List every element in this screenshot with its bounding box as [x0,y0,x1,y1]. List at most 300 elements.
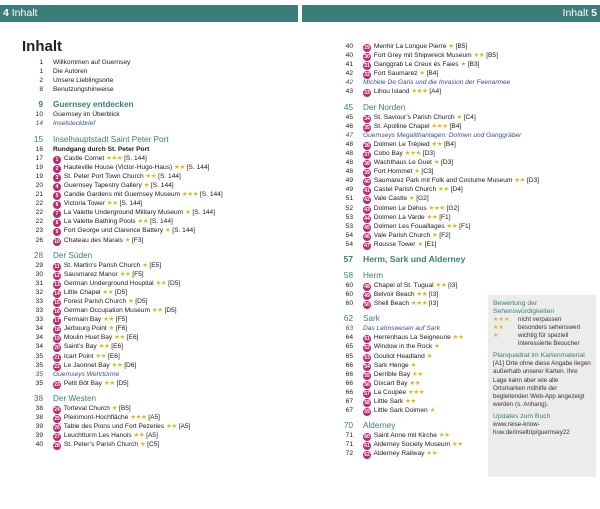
poi-number-badge: 47 [364,242,370,249]
rating-stars: ★★★ [411,88,428,96]
entry-label: Hauteville House (Victor-Hugo-Haus) [63,163,173,171]
entry-text [53,379,129,389]
page-number: 54 [345,240,353,248]
poi-number-badge: 43 [364,206,370,213]
toc-entry[interactable] [336,113,488,122]
page-number: 1 [39,59,43,66]
poi-number-badge: 39 [364,170,370,177]
entry-label: Window in the Rock [373,343,433,351]
entry-label: Candie Gardens mit Guernsey Museum [63,191,181,199]
toc-entry[interactable] [336,194,488,203]
toc-entry[interactable] [336,281,488,290]
toc-entry[interactable] [336,204,488,213]
poi-number-badge: 12 [54,272,60,279]
entry-label: Leuchtturm Les Hanois [63,432,132,440]
page-number: 16 [35,145,43,153]
toc-entry[interactable] [26,342,296,351]
page-number: 71 [345,432,353,440]
entry-label: Sark [363,314,380,324]
entry-label: Herm [363,270,384,280]
toc-entry[interactable] [336,140,488,149]
toc-entry[interactable] [26,261,296,270]
map-reference: [E6] [126,334,139,342]
rating-stars: ★★ [451,441,463,449]
map-reference: [F5] [115,316,128,324]
toc-entry[interactable] [336,290,488,299]
page-number: 54 [345,231,353,239]
toc-entry[interactable] [336,352,488,361]
toc-entry[interactable] [26,270,296,279]
rating-stars: ★★ [426,450,438,458]
entry-label: Icart Point [63,352,94,360]
map-reference: [S. 144] [158,172,181,180]
map-reference: [D6] [124,361,137,369]
rating-stars: ★ [142,261,148,269]
header-left-label: Inhalt [11,7,38,19]
entry-text [53,85,113,94]
poi-number-badge: 50 [364,302,370,309]
poi-number-badge: 18 [54,327,60,334]
toc-entry[interactable] [336,406,488,415]
section-heading[interactable] [336,270,488,281]
entry-label: St. Saviour’s Parish Church [373,113,455,121]
entry-label: St. Martin’s Parish Church [63,261,141,269]
legend-stars: ★ [493,332,499,340]
toc-entry[interactable] [26,145,296,154]
toc-entry[interactable] [26,208,296,217]
entry-label: Table des Pions und Fort Pezeries [63,423,165,431]
poi-number-badge: 19 [54,336,60,343]
toc-entry[interactable] [336,213,488,222]
page-number: 22 [35,200,43,208]
toc-entry[interactable] [336,240,488,249]
legend-item [493,316,591,324]
legend-text: nicht verpassen [518,316,562,323]
page-number: 40 [35,441,43,449]
toc-entry[interactable] [336,167,488,176]
toc-entry[interactable] [26,119,296,128]
entry-label: Guernsey Tapestry Gallery [63,181,142,189]
entry-label: St. Peter’s Parish Church [63,441,138,449]
entry-label: Victoria Tower [63,200,106,208]
toc-entry[interactable] [26,288,296,297]
poi-number-badge: 34 [364,115,370,122]
page-number: 40 [345,43,353,50]
map-reference: [S. 144] [186,163,210,171]
page-number: 51 [345,195,353,203]
toc-entry[interactable] [26,163,296,172]
rating-stars: ★★★ [407,388,425,396]
entry-label: St. Apolline Chapel [373,122,430,130]
rating-stars: ★★★ [130,414,147,421]
entry-label: Die Autoren [53,68,88,76]
rating-stars: ★★ [411,370,423,378]
entry-text [363,270,383,281]
entry-label: Dolmen Le Déhus [373,204,427,212]
page-number: 47 [345,131,353,139]
poi-number-badge: 27 [54,434,60,441]
rating-stars: ★★ [405,398,416,405]
page-number: 57 [343,253,353,264]
entry-text [363,131,521,140]
toc-entry[interactable] [336,69,488,78]
poi-number-badge: 2 [53,165,61,173]
entry-label: Chateau des Marais [63,236,123,244]
map-reference: [C3] [421,168,434,176]
poi-number-badge: 26 [54,425,60,432]
entry-label: La Valette Underground Military Museum [63,209,184,217]
rating-stars: ★★★ [181,191,199,199]
toc-entry[interactable] [336,388,488,397]
toc-entry[interactable] [336,42,488,51]
toc-entry[interactable] [336,379,488,388]
rating-stars: ★★ [426,213,438,221]
updates-url[interactable]: www.reise-know-how.de/inseltrip/guernsey22 [493,420,570,437]
rating-stars: ★ [143,181,150,189]
page-number: 35 [35,379,43,387]
rating-stars: ★★ [111,361,123,369]
toc-entry[interactable] [336,87,488,96]
poi-number-badge: 7 [53,210,61,218]
toc-entry[interactable] [26,440,296,449]
toc-entry[interactable] [26,422,296,431]
page-number: 60 [345,291,353,299]
map-reference: [F6] [115,325,128,333]
map-reference: [D4] [450,186,463,194]
updates-heading: Updates zum Buch [493,412,551,420]
toc-left-column [26,58,296,449]
rating-stars: ★ [139,441,146,449]
page-number: 10 [35,111,43,119]
entry-text [363,324,440,333]
poi-number-badge: 14 [54,290,60,297]
rating-stars: ★ [410,361,416,369]
page-number: 31 [35,279,43,287]
entry-label: Guernseys Megalithanlagen: Dolmen und Ganggräber [363,131,522,139]
page-number: 21 [35,191,43,199]
map-reference: [E1] [424,240,437,248]
entry-label: St. Peter Port Town Church [63,172,144,180]
toc-entry[interactable] [336,299,488,308]
map-reference: [B4] [449,122,462,130]
toc-entry[interactable] [336,222,488,231]
toc-entry[interactable] [336,60,488,69]
entry-label: Saint Anne mit Kirche [373,432,437,440]
section-heading[interactable] [336,102,488,113]
toc-entry[interactable] [336,370,488,379]
entry-text [53,119,95,128]
legend-box [488,295,596,477]
page-number: 35 [35,361,43,369]
entry-text [53,393,96,404]
toc-entry[interactable] [336,231,488,240]
poi-number-badge: 54 [364,363,370,370]
page-number: 20 [35,181,43,189]
poi-number-badge: 52 [364,345,370,352]
entry-label: Sausmarez Manor [63,270,118,278]
page-number: 45 [343,102,353,112]
toc-entry[interactable] [336,78,511,87]
toc-entry[interactable] [26,199,296,208]
toc-entry[interactable] [26,379,296,388]
section-heading[interactable] [26,393,296,404]
toc-entry[interactable] [26,370,296,379]
toc-entry[interactable] [26,67,296,76]
toc-entry[interactable] [26,154,296,163]
rating-stars: ★ [108,325,114,333]
entry-label: Shell Beach [373,300,410,308]
poi-number-badge: 25 [54,416,60,422]
toc-entry[interactable] [26,413,296,422]
section-heading[interactable] [336,313,488,324]
page-number: 71 [345,441,353,449]
page-number: 35 [35,370,43,378]
entry-text [363,254,465,265]
page-number: 2 [39,77,43,85]
page-number: 66 [345,388,353,396]
toc-entry[interactable] [26,226,296,235]
page-title: Inhalt [22,38,62,55]
rating-stars: ★★ [435,281,447,289]
page-number: 67 [345,407,353,415]
poi-number-badge: 36 [364,142,370,149]
rating-stars: ★★ [119,270,131,278]
page-number: 38 [33,393,43,403]
toc-entry[interactable] [336,131,522,140]
rating-stars: ★★★ [431,122,448,130]
toc-entry[interactable] [26,315,296,324]
poi-number-badge: 44 [364,215,370,222]
poi-number-badge: 10 [54,238,60,245]
page-number: 52 [345,204,353,212]
poi-number-badge: 49 [364,293,370,300]
rating-stars: ★★ [514,177,526,185]
toc-entry[interactable] [336,440,488,449]
rating-stars: ★★★ [410,300,428,308]
map-reference: [D3] [441,159,454,167]
page-number: 65 [345,343,353,351]
rating-stars: ★★ [114,334,125,342]
map-reference: [D5] [135,297,148,305]
entry-label: Fort Saumarez [373,70,418,78]
entry-label: Alderney Society Museum [373,441,451,449]
page-number: 34 [35,325,43,333]
legend-item [493,324,591,332]
page-number: 14 [35,120,43,128]
entry-label: Der Süden [53,250,93,260]
poi-number-badge: 55 [364,372,370,379]
toc-entry[interactable] [336,51,498,61]
poi-number-badge: 20 [54,345,60,352]
toc-entry[interactable] [336,333,488,342]
rating-stars: ★★★ [106,154,123,162]
page-number: 66 [345,361,353,369]
toc-entry[interactable] [26,110,296,119]
page-number: 38 [35,414,43,421]
rating-stars: ★ [408,195,415,203]
rating-stars: ★ [432,231,438,239]
page-number: 42 [345,79,353,87]
entry-label: Dixcart Bay [373,379,408,387]
entry-label: Le Jaonnet Bay [63,361,110,369]
toc-entry[interactable] [26,58,296,67]
toc-entry[interactable] [336,449,488,458]
page-number: 38 [35,404,43,412]
toc-entry[interactable] [26,404,296,413]
poi-number-badge: 4 [53,183,61,191]
entry-label: German Occupation Museum [63,307,150,315]
toc-entry[interactable] [26,333,296,342]
toc-entry[interactable] [336,397,488,406]
toc-entry[interactable] [26,76,296,85]
toc-entry[interactable] [336,361,488,370]
poi-number-badge: 24 [54,406,60,413]
toc-entry[interactable] [26,236,296,245]
map-reference: [B5] [455,43,468,50]
toc-entry[interactable] [26,190,296,199]
map-reference: [B4] [426,70,439,78]
page-number: 60 [345,281,353,289]
toc-entry[interactable] [26,306,296,315]
poi-number-badge: 11 [54,263,60,270]
section-heading[interactable] [26,134,296,145]
entry-text [363,313,380,324]
toc-entry[interactable] [26,172,296,181]
poi-number-badge: 3 [53,174,61,182]
rating-stars: ★ [429,407,435,415]
page-number: 34 [35,334,43,342]
page-number: 8 [39,86,43,94]
page-number: 48 [345,140,353,148]
page-number: 15 [33,134,43,144]
header-right-label: Inhalt [562,7,589,19]
entry-label: Willkommen auf Guernsey [53,59,131,66]
rating-stars: ★ [417,240,423,248]
rating-stars: ★★★ [428,204,445,212]
toc-entry[interactable] [26,431,296,440]
toc-entry[interactable] [26,85,296,94]
toc-entry[interactable] [26,279,296,288]
poi-number-badge: 6 [53,201,61,209]
rating-stars: ★ [433,159,440,167]
section-heading[interactable] [336,254,488,265]
poi-number-badge: 40 [364,179,370,186]
toc-entry[interactable] [26,181,296,190]
poi-number-badge: 33 [364,90,370,97]
rating-stars: ★★ [155,279,167,287]
rating-stars: ★★ [137,218,149,226]
entry-label: Guernsey im Überblick [53,111,120,119]
entry-label: Forest Parish Church [63,297,127,305]
map-reference: [E6] [111,343,123,351]
entry-text [53,370,119,379]
poi-number-badge: 13 [54,281,60,288]
map-reference: [G2] [416,195,429,203]
map-reference: [B4] [444,140,456,148]
rating-stars: ★ [111,404,118,412]
poi-number-badge: 42 [364,197,370,204]
page-number: 29 [35,261,43,269]
legend-text: wichtig für speziell interessierte Besucher [518,332,580,348]
rating-stars: ★ [185,209,191,217]
page-number: 46 [345,122,353,130]
rating-stars: ★ [426,352,433,360]
entry-label: Lihou Island [373,88,410,96]
poi-number-badge: 30 [364,54,370,61]
section-heading[interactable] [336,420,488,431]
entry-label: Dolmen Les Fouaillages [373,222,445,230]
entry-text [53,134,169,145]
entry-label: Guernsey entdecken [53,100,134,110]
toc-entry[interactable] [336,158,488,167]
poi-number-badge: 61 [364,443,370,450]
toc-entry[interactable] [26,361,296,370]
section-heading[interactable] [26,99,296,110]
rating-stars: ★★ [145,172,157,180]
rating-stars: ★★ [166,423,177,431]
map-reference: [F1] [439,213,451,221]
entry-label: Rundgang durch St. Peter Port [53,145,150,153]
page-number: 66 [345,379,353,387]
toc-entry[interactable] [336,176,539,186]
section-heading[interactable] [26,250,296,261]
page-number: 42 [345,70,353,78]
entry-label: La Coupée [373,388,407,396]
page-number: 66 [345,370,353,378]
toc-entry[interactable] [336,342,488,351]
entry-label: Vale Castle [373,195,408,203]
poi-number-badge: 58 [364,400,370,406]
legend-stars: ★★★ [493,316,510,323]
legend-stars: ★★ [493,324,505,332]
toc-entry[interactable] [336,431,488,440]
entry-label: Das Lehnswesen auf Sark [363,325,440,333]
entry-text [363,449,437,459]
toc-entry[interactable] [336,324,488,333]
page-number: 49 [345,177,353,185]
toc-entry[interactable] [336,122,488,131]
rating-stars: ★★ [446,222,458,230]
entry-text [363,406,435,416]
entry-label: Cobo Bay [373,149,403,157]
page-number: 48 [345,159,353,167]
map-reference: [S. 144] [192,209,216,217]
rating-stars: ★★ [452,334,464,342]
entry-label: Little Sark Dolmen [373,407,428,415]
entry-label: Derrible Bay [373,370,411,378]
poi-number-badge: 59 [364,409,370,416]
rating-stars: ★★★ [404,149,421,157]
poi-number-badge: 5 [53,192,61,200]
poi-number-badge: 21 [54,354,60,361]
toc-entry[interactable] [336,185,488,194]
entry-text [363,240,436,250]
page-number: 48 [345,149,353,157]
entry-label: Michèle De Garis und die Invasion der Feenarmee [363,79,511,87]
map-reference: [D5] [115,288,128,296]
poi-number-badge: 23 [54,381,60,388]
page-number: 32 [35,288,43,296]
toc-entry[interactable] [336,149,488,158]
header-left [0,5,298,22]
toc-entry[interactable] [26,324,296,333]
page-number: 19 [35,163,43,171]
entry-label: Inselsteckbrief [53,120,96,128]
toc-entry[interactable] [26,352,296,361]
map-reference: [C4] [463,113,476,121]
toc-entry[interactable] [26,217,296,226]
toc-entry[interactable] [26,297,296,306]
